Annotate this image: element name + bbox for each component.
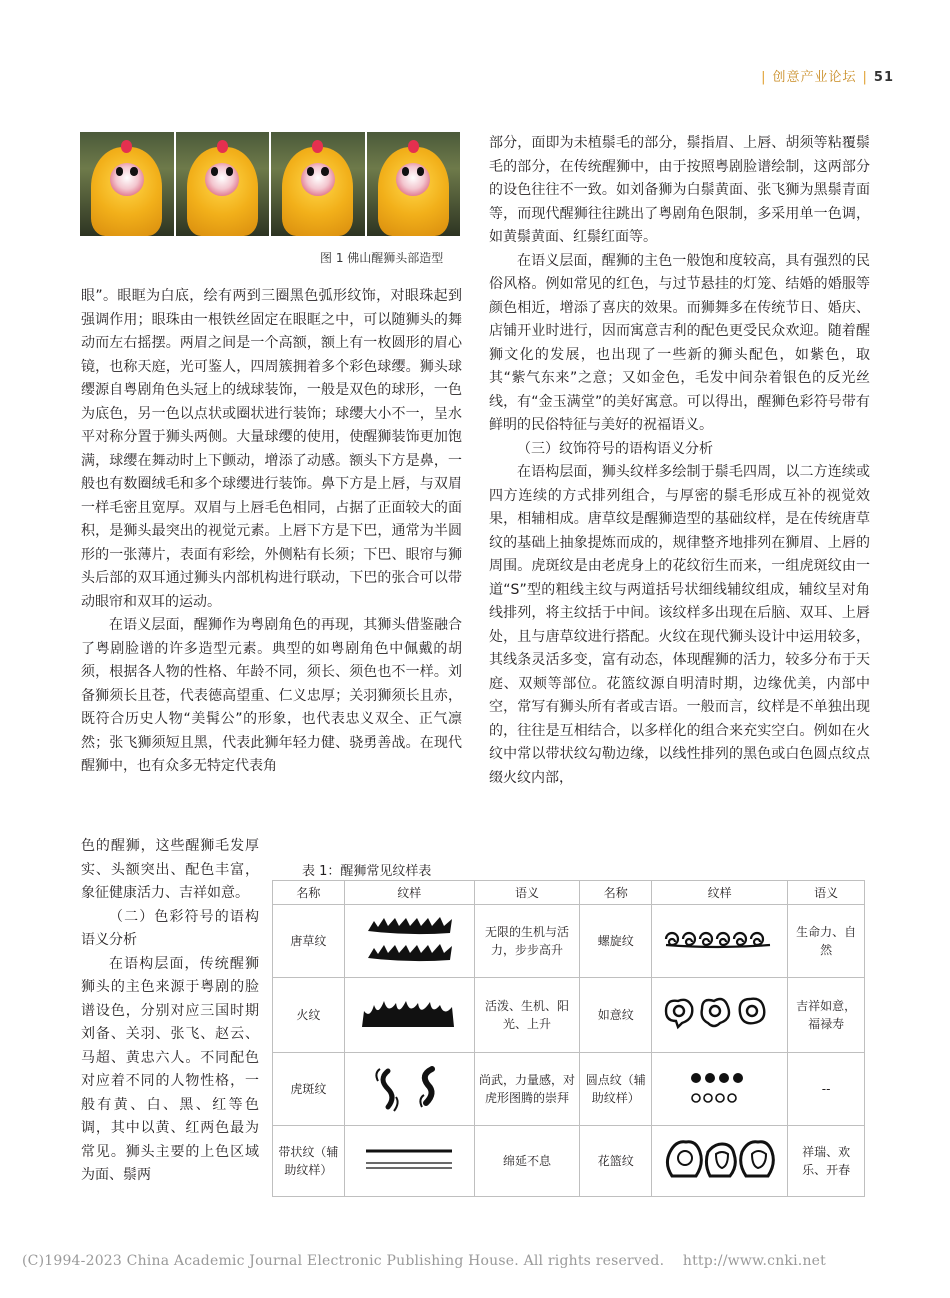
pattern-name: 虎斑纹 bbox=[273, 1053, 345, 1126]
magazine-name: 创意产业论坛 bbox=[772, 70, 857, 85]
right-column bbox=[489, 132, 870, 790]
pattern-meaning: -- bbox=[788, 1053, 865, 1126]
paragraph: 眼”。眼眶为白底，绘有两到三圈黑色弧形纹饰，对眼珠起到强调作用；眼珠由一根铁丝固定在眼眶之中，可以随狮头的舞动而左右摇摆。两眉之间是一个高额，额上有一枚圆形的眉心镜，也称天庭，光可鉴人，四周簇拥着多个彩色球缨。狮头球缨源自粤剧角色头冠上的绒球装饰，一般是双色的球形，一色为底色，另一色以点状或圈状进行装饰；球缨大小不一，呈水平对称分置于狮头两侧。大量球缨的使用，使醒狮装饰更加饱满，球缨在舞动时上下颤动，增添了动感。额头下方是鼻，一般也有数圈绒毛和多个球缨进行装饰。鼻下方是上唇，与双眉一样毛密且宽厚。双眉与上唇毛色相同，占据了正面较大的面积，是狮头最突出的视觉元素。上唇下方是下巴，通常为半圆形的一张薄片，表面有彩绘，外侧粘有长须；下巴、眼帘与狮头后部的双耳通过狮头内部机构进行联动，下巴的张合可以带动眼帘和双耳的运动。 bbox=[81, 288, 462, 610]
pattern-meaning: 祥瑞、欢乐、开春 bbox=[788, 1126, 865, 1197]
header-divider: | bbox=[862, 70, 868, 85]
fire-pattern-icon bbox=[344, 978, 474, 1053]
pattern-name: 花篮纹 bbox=[580, 1126, 652, 1197]
tangcao-pattern-icon bbox=[344, 905, 474, 978]
pattern-meaning: 生命力、自然 bbox=[788, 905, 865, 978]
header-divider: | bbox=[761, 70, 767, 85]
pattern-meaning: 无限的生机与活力，步步高升 bbox=[474, 905, 580, 978]
dot-pattern-icon bbox=[652, 1053, 788, 1126]
lion-head-photo-2 bbox=[176, 132, 270, 236]
lion-head-photo bbox=[80, 132, 460, 236]
section-heading: （三）纹饰符号的语构语义分析 bbox=[517, 440, 713, 457]
copyright-footer bbox=[22, 1253, 826, 1269]
pattern-name: 圆点纹（辅助纹样） bbox=[580, 1053, 652, 1126]
pattern-meaning: 尚武，力量感，对虎形图腾的崇拜 bbox=[474, 1053, 580, 1126]
flower-basket-pattern-icon bbox=[652, 1126, 788, 1197]
paragraph: 色的醒狮，这些醒狮毛发厚实、头额突出、配色丰富，象征健康活力、吉祥如意。 bbox=[81, 838, 259, 901]
figure-caption: 图 1 佛山醒狮头部造型 bbox=[320, 251, 444, 265]
pattern-name: 如意纹 bbox=[580, 978, 652, 1053]
header-cell: 语义 bbox=[474, 881, 580, 905]
header-cell: 名称 bbox=[580, 881, 652, 905]
lion-head-photo-4 bbox=[367, 132, 461, 236]
pattern-table bbox=[272, 880, 865, 1197]
paragraph: 在语义层面，醒狮的主色一般饱和度较高，具有强烈的民俗风格。例如常见的红色，与过节悬挂的灯笼、结婚的婚服等颜色相近，增添了喜庆的效果。而狮舞多在传统节日、婚庆、店铺开业时进行，因而寓意吉利的配色更受民众欢迎。随着醒狮文化的发展，也出现了一些新的狮头配色，如紫色，取其“紫气东来”之意；又如金色，毛发中间杂着银色的反光丝线，有“金玉满堂”的美好寓意。可以得出，醒狮色彩符号带有鲜明的民俗特征与美好的祝福语义。 bbox=[489, 252, 870, 433]
ruyi-pattern-icon bbox=[652, 978, 788, 1053]
left-column bbox=[81, 285, 462, 779]
header-cell: 名称 bbox=[273, 881, 345, 905]
copyright-text: (C)1994-2023 China Academic Journal Electronic Publishing House. All rights reserved. bbox=[22, 1253, 665, 1269]
header-cell: 纹样 bbox=[652, 881, 788, 905]
table-row bbox=[273, 978, 865, 1053]
table-row bbox=[273, 1126, 865, 1197]
paragraph: 在语构层面，传统醒狮狮头的主色来源于粤剧的脸谱设色，分别对应三国时期刘备、关羽、张飞、赵云、马超、黄忠六人。不同配色对应着不同的人物性格，一般有黄、白、黑、红等色调，其中以黄、红两色最为常见。狮头主要的上色区域为面、鬃两 bbox=[81, 955, 259, 1183]
cnki-url: http://www.cnki.net bbox=[682, 1253, 826, 1269]
section-heading: （二）色彩符号的语构语义分析 bbox=[81, 908, 259, 948]
narrow-column bbox=[81, 835, 259, 1188]
paragraph: 在语义层面，醒狮作为粤剧角色的再现，其狮头借鉴融合了粤剧脸谱的许多造型元素。典型的如粤剧角色中佩戴的胡须，根据各人物的性格、年龄不同，须长、须色也不一样。刘备狮须长且苍，代表德高望重、仁义忠厚；关羽狮须长且赤，既符合历史人物“美髯公”的形象，也代表忠义双全、正气凛然；张飞狮须短且黑，代表此狮年轻力健、骁勇善战。在现代醒狮中，也有众多无特定代表角 bbox=[81, 617, 462, 774]
pattern-meaning: 吉祥如意，福禄寿 bbox=[788, 978, 865, 1053]
pattern-name: 螺旋纹 bbox=[580, 905, 652, 978]
table-row bbox=[273, 905, 865, 978]
table-row bbox=[273, 1053, 865, 1126]
pattern-meaning: 绵延不息 bbox=[474, 1126, 580, 1197]
running-header bbox=[755, 66, 894, 85]
header-cell: 纹样 bbox=[344, 881, 474, 905]
lion-head-photo-1 bbox=[80, 132, 174, 236]
paragraph: 部分，面即为未植鬃毛的部分，鬃指眉、上唇、胡须等粘覆鬃毛的部分，在传统醒狮中，由于按照粤剧脸谱绘制，这两部分的设色往往不一致。如刘备狮为白鬃黄面、张飞狮为黑鬃青面等，而现代醒狮往往跳出了粤剧角色限制，多采用单一色调，如黄鬃黄面、红鬃红面等。 bbox=[489, 135, 870, 245]
lion-head-photo-3 bbox=[271, 132, 365, 236]
pattern-name: 唐草纹 bbox=[273, 905, 345, 978]
spiral-pattern-icon bbox=[652, 905, 788, 978]
table-caption: 表 1：醒狮常见纹样表 bbox=[302, 864, 432, 879]
band-pattern-icon bbox=[344, 1126, 474, 1197]
table-header-row bbox=[273, 881, 865, 905]
paragraph: 在语构层面，狮头纹样多绘制于鬃毛四周，以二方连续或四方连续的方式排列组合，与厚密的鬃毛形成互补的视觉效果，相辅相成。唐草纹是醒狮造型的基础纹样，是在传统唐草纹的基础上抽象提炼而成的，规律整齐地排列在狮眉、上唇的周围。虎斑纹是由老虎身上的花纹衍生而来，一组虎斑纹由一道“S”型的粗线主纹与两道括号状细线辅纹组成，辅纹呈对角线排列，将主纹括于中间。该纹样多出现在后脑、双耳、上唇处，且与唐草纹进行搭配。火纹在现代狮头设计中运用较多，其线条灵活多变，富有动态，体现醒狮的活力，较多分布于天庭、双颊等部位。花篮纹源自明清时期，边缘优美，内部中空，常写有狮头所有者或吉语。一般而言，纹样是不单独出现的，往往是互相结合，以多样化的组合来充实空白。例如在火纹中常以带状纹勾勒边缘，以线性排列的黑色或白色圆点纹点缀火纹内部， bbox=[489, 464, 870, 786]
header-cell: 语义 bbox=[788, 881, 865, 905]
page-number: 51 bbox=[873, 70, 894, 85]
pattern-name: 带状纹（辅助纹样） bbox=[273, 1126, 345, 1197]
tiger-stripe-pattern-icon bbox=[344, 1053, 474, 1126]
pattern-name: 火纹 bbox=[273, 978, 345, 1053]
pattern-meaning: 活泼、生机、阳光、上升 bbox=[474, 978, 580, 1053]
